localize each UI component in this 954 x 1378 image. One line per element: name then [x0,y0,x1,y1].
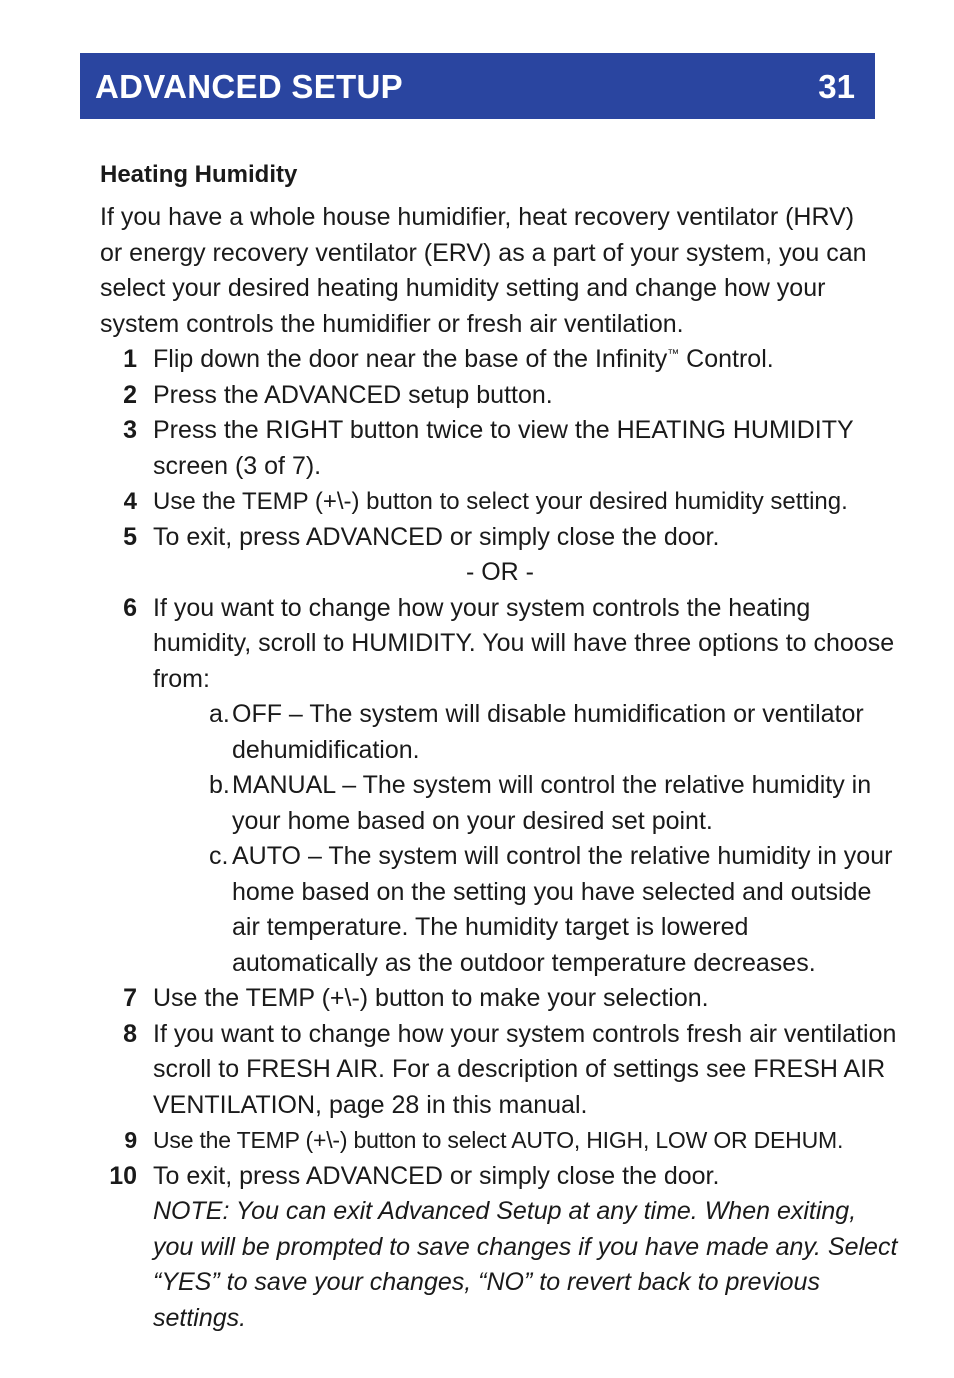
step-text: Press the RIGHT button twice to view the HEATING HUMIDITY screen (3 of 7). [153,416,854,480]
page-content [100,157,900,1336]
trademark-symbol: ™ [667,346,680,361]
option-item [153,768,900,839]
step-text: To exit, press ADVANCED or simply close the door. [153,1161,720,1190]
option-item [153,839,900,981]
step-text: Flip down the door near the base of the Infinity [153,345,668,373]
option-letter: c. [209,842,229,870]
step-item [100,342,900,378]
or-separator: - OR - [465,558,535,586]
step-item [100,378,900,414]
step-item [100,1123,900,1159]
step-item [100,981,900,1017]
step-item [100,591,900,982]
step-text: If you want to change how your system controls the heating humidity, scroll to HUMIDITY. You will have three options to choose from: [153,593,895,693]
step-number: 6 [123,593,137,622]
intro-paragraph: If you have a whole house humidifier, heat recovery ventilator (HRV) or energy recovery ventilator (ERV) as a part of your system, you can select your desired heating humidity setting and change how your system controls the humidifier or fresh air ventilation. [100,203,867,338]
option-item [153,697,900,768]
step-number: 2 [123,380,137,409]
step-number: 9 [124,1127,137,1153]
steps-list [100,342,900,555]
note-text: NOTE: You can exit Advanced Setup at any time. When exiting, you will be prompted to save changes if you have made any. Select “YES” to save your changes, “NO” to revert back to previous settings. [153,1197,898,1332]
step-text: Press the ADVANCED setup button. [153,380,553,409]
step-number: 10 [109,1161,137,1190]
step-text: Use the TEMP (+\-) button to select your desired humidity setting. [153,488,848,515]
options-list [153,697,900,981]
step-number: 1 [123,345,137,373]
step-item [100,484,900,520]
step-text: To exit, press ADVANCED or simply close the door. [153,522,720,551]
option-text: MANUAL – The system will control the relative humidity in your home based on your desired set point. [232,771,872,835]
option-text: OFF – The system will disable humidification or ventilator dehumidification. [232,700,864,764]
step-text-after: Control. [679,345,774,373]
step-text: Use the TEMP (+\-) button to make your selection. [153,984,709,1012]
step-item [100,520,900,556]
step-number: 4 [123,488,137,515]
step-item [100,413,900,484]
page-header [80,53,875,119]
step-item [100,1017,900,1124]
option-letter: a. [209,700,230,728]
page-title: ADVANCED SETUP [95,68,403,105]
step-item [100,1159,900,1337]
page-number: 31 [818,68,855,105]
option-letter: b. [209,771,230,799]
step-text: Use the TEMP (+\-) button to select AUTO, HIGH, LOW OR DEHUM. [153,1127,844,1153]
step-number: 8 [123,1019,137,1048]
steps-list [100,591,900,1337]
option-text: AUTO – The system will control the relative humidity in your home based on the setting you have selected and outside air temperature. The humidity target is lowered automatically as the outdoor temperature decreases. [232,842,893,977]
step-text: If you want to change how your system controls fresh air ventilation scroll to FRESH AIR. For a description of settings see FRESH AIR VENTILATION, page 28 in this manual. [153,1019,897,1119]
section-title: Heating Humidity [100,161,298,188]
step-number: 5 [123,522,137,551]
step-number: 7 [123,984,137,1012]
step-number: 3 [123,416,137,444]
